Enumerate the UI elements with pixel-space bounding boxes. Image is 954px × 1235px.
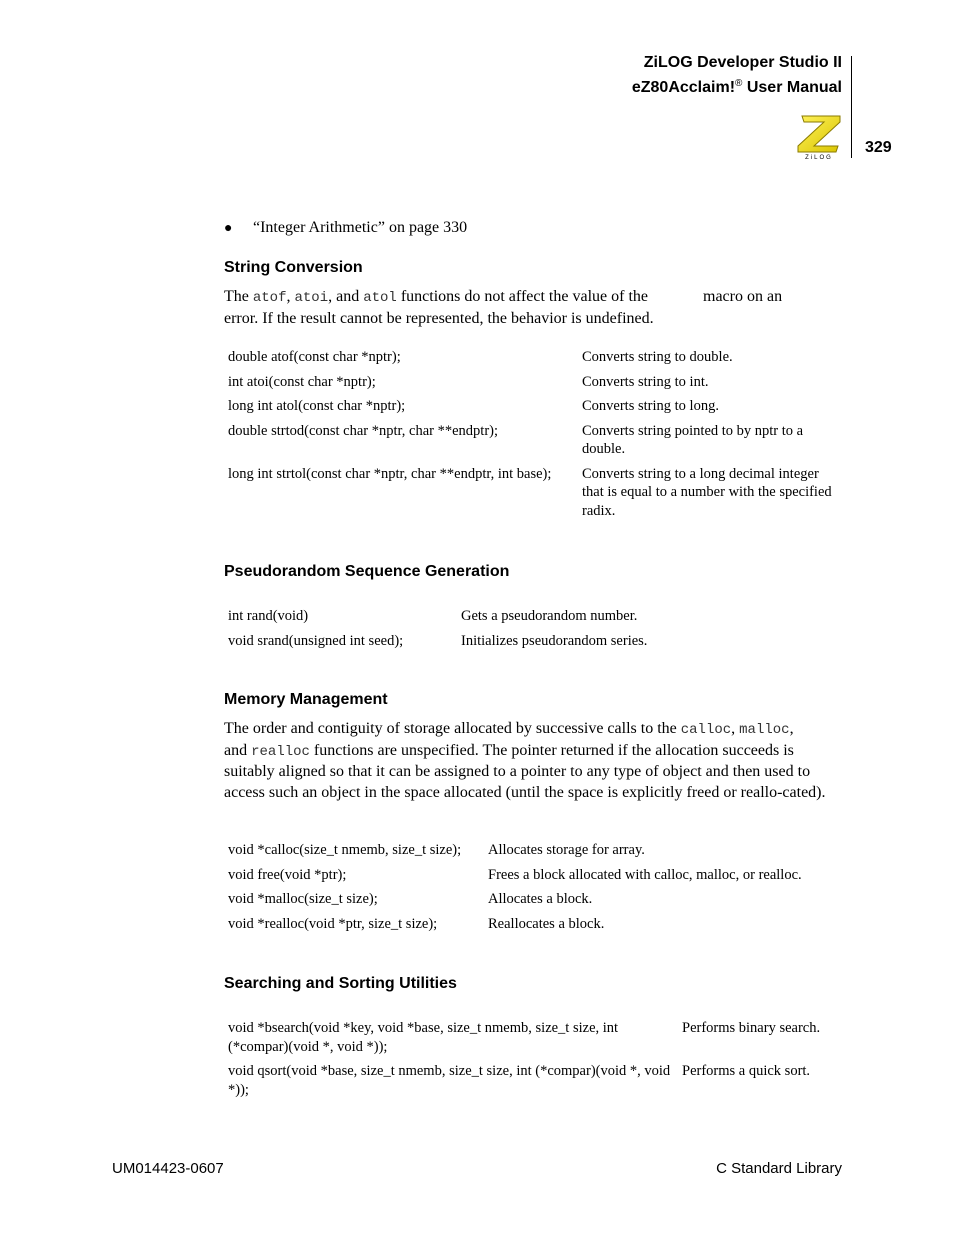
function-signature: void srand(unsigned int seed); [228,632,404,649]
pseudorandom-table [224,604,825,653]
header-divider [851,56,852,158]
code-realloc: realloc [251,743,310,760]
manual-name: User Manual [742,79,842,96]
running-header [632,52,842,98]
bullet-item [224,219,467,237]
string-conversion-table [224,345,842,523]
table-row [224,1059,842,1102]
function-signature: void free(void *ptr); [228,866,347,883]
registered-mark: ® [735,78,743,89]
bullet-icon: ● [224,221,233,236]
table-row [224,838,842,863]
function-description: Converts string to double. [582,349,733,365]
function-signature: double strtod(const char *nptr, char **endptr); [228,422,499,439]
function-description: Initializes pseudorandom series. [461,632,648,649]
string-conversion-paragraph: The atof, atoi, and atol functions do not affect the value of the macro on an error. If the result cannot be represented, the behavior is undefined. [224,288,783,327]
table-row [224,629,825,654]
table-row [224,887,842,912]
searching-table [224,1016,842,1102]
function-description: Converts string pointed to by nptr to a double. [582,422,804,457]
function-description: Allocates storage for array. [488,842,645,858]
function-description: Converts string to int. [582,373,709,390]
function-signature: void *malloc(size_t size); [228,891,378,907]
function-signature: void *realloc(void *ptr, size_t size); [228,915,438,932]
function-signature: int atoi(const char *nptr); [228,373,376,390]
header-title: ZiLOG Developer Studio II [643,54,842,71]
table-row [224,912,842,937]
code-atof: atof [252,290,287,306]
footer-document-id: UM014423-0607 [112,1160,224,1177]
heading-string-conversion: String Conversion [224,259,363,276]
bullet-link[interactable]: “Integer Arithmetic” on page 330 [253,219,468,236]
product-name: eZ80Acclaim! [631,79,736,96]
function-description: Performs a quick sort. [682,1063,811,1079]
memory-table [224,838,842,936]
function-signature: void qsort(void *base, size_t nmemb, size_t size, int (*compar)(void *, void *)); [228,1063,671,1098]
function-description: Converts string to a long decimal integer that is equal to a number with the specified radix. [582,465,832,519]
function-description: Converts string to long. [582,398,719,414]
function-description: Reallocates a block. [488,915,605,932]
table-row [224,345,842,370]
function-description: Performs binary search. [682,1020,821,1036]
heading-searching-sorting: Searching and Sorting Utilities [224,975,457,992]
heading-memory-management: Memory Management [224,691,388,708]
function-description: Gets a pseudorandom number. [461,608,638,624]
function-signature: void *calloc(size_t nmemb, size_t size); [228,842,462,858]
heading-pseudorandom: Pseudorandom Sequence Generation [224,563,510,580]
table-row [224,462,842,524]
code-calloc: calloc [680,722,732,738]
function-description: Allocates a block. [488,891,593,907]
function-signature: void *bsearch(void *key, void *base, size_t nmemb, size_t size, int (*compar)(void *, void *)); [228,1020,619,1055]
page-number: 329 [865,139,892,156]
table-row [224,1016,842,1059]
function-signature: long int atol(const char *nptr); [228,398,406,414]
code-atol: atol [363,290,397,306]
function-description: Frees a block allocated with calloc, malloc, or realloc. [488,866,802,883]
footer-section-title: C Standard Library [716,1160,842,1177]
code-malloc: malloc [739,722,790,738]
table-row [224,419,842,462]
table-row [224,370,842,395]
svg-text:ZiLOG: ZiLOG [805,155,833,160]
function-signature: long int strtol(const char *nptr, char **endptr, int base); [228,465,552,482]
function-signature: double atof(const char *nptr); [228,349,401,365]
table-row [224,863,842,888]
header-subtitle [632,73,842,98]
code-atoi: atoi [294,290,329,306]
function-signature: int rand(void) [228,608,309,624]
table-row [224,394,842,419]
table-row [224,604,825,629]
zilog-logo [796,112,842,160]
memory-paragraph: The order and contiguity of storage allocated by successive calls to the calloc, malloc, and realloc functions are unspecified. The pointer returned if the allocation succeeds is suitably aligned so that it can be assigned to a pointer to any type of object and then used to access such an object in the space allocated (until the space is explicitly freed or reallo-cated). [224,720,826,801]
